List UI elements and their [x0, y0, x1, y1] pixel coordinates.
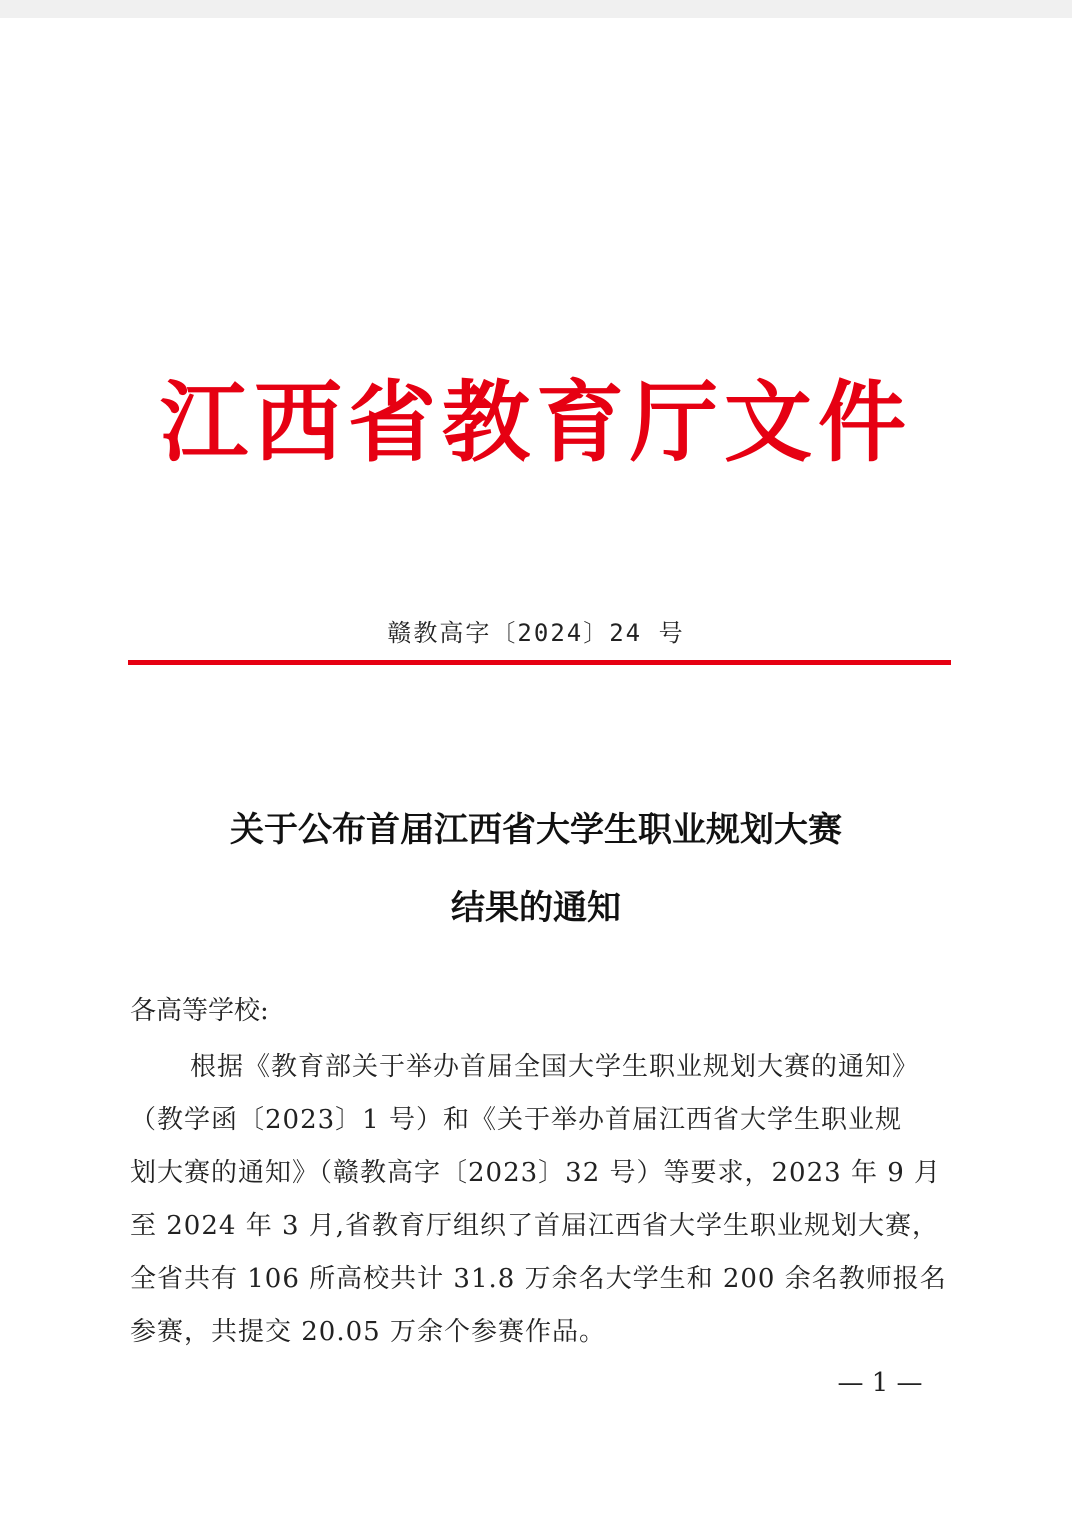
page-number: — 1 —	[837, 1368, 923, 1398]
document-title-line-2: 结果的通知	[451, 888, 621, 928]
issuer-heading: 江西省教育厅文件	[159, 370, 912, 474]
body-line: 根据《教育部关于举办首届全国大学生职业规划大赛的通知》	[190, 1052, 920, 1082]
top-bar	[0, 0, 1072, 18]
document-number: 赣教高字〔2024〕24 号	[387, 619, 685, 647]
body-line: 参赛，共提交 20.05 万余个参赛作品。	[130, 1317, 606, 1347]
body-line: 至 2024 年 3 月,省教育厅组织了首届江西省大学生职业规划大赛，	[130, 1211, 940, 1241]
salutation: 各高等学校:	[130, 996, 269, 1026]
body-line: 划大赛的通知》（赣教高字〔2023〕32 号）等要求，2023 年 9 月	[130, 1158, 942, 1188]
red-divider-line	[128, 660, 951, 665]
body-line: （教学函〔2023〕1 号）和《关于举办首届江西省大学生职业规	[130, 1105, 902, 1135]
document-title-line-1: 关于公布首届江西省大学生职业规划大赛	[230, 810, 842, 850]
body-line: 全省共有 106 所高校共计 31.8 万余名大学生和 200 余名教师报名	[130, 1264, 947, 1294]
